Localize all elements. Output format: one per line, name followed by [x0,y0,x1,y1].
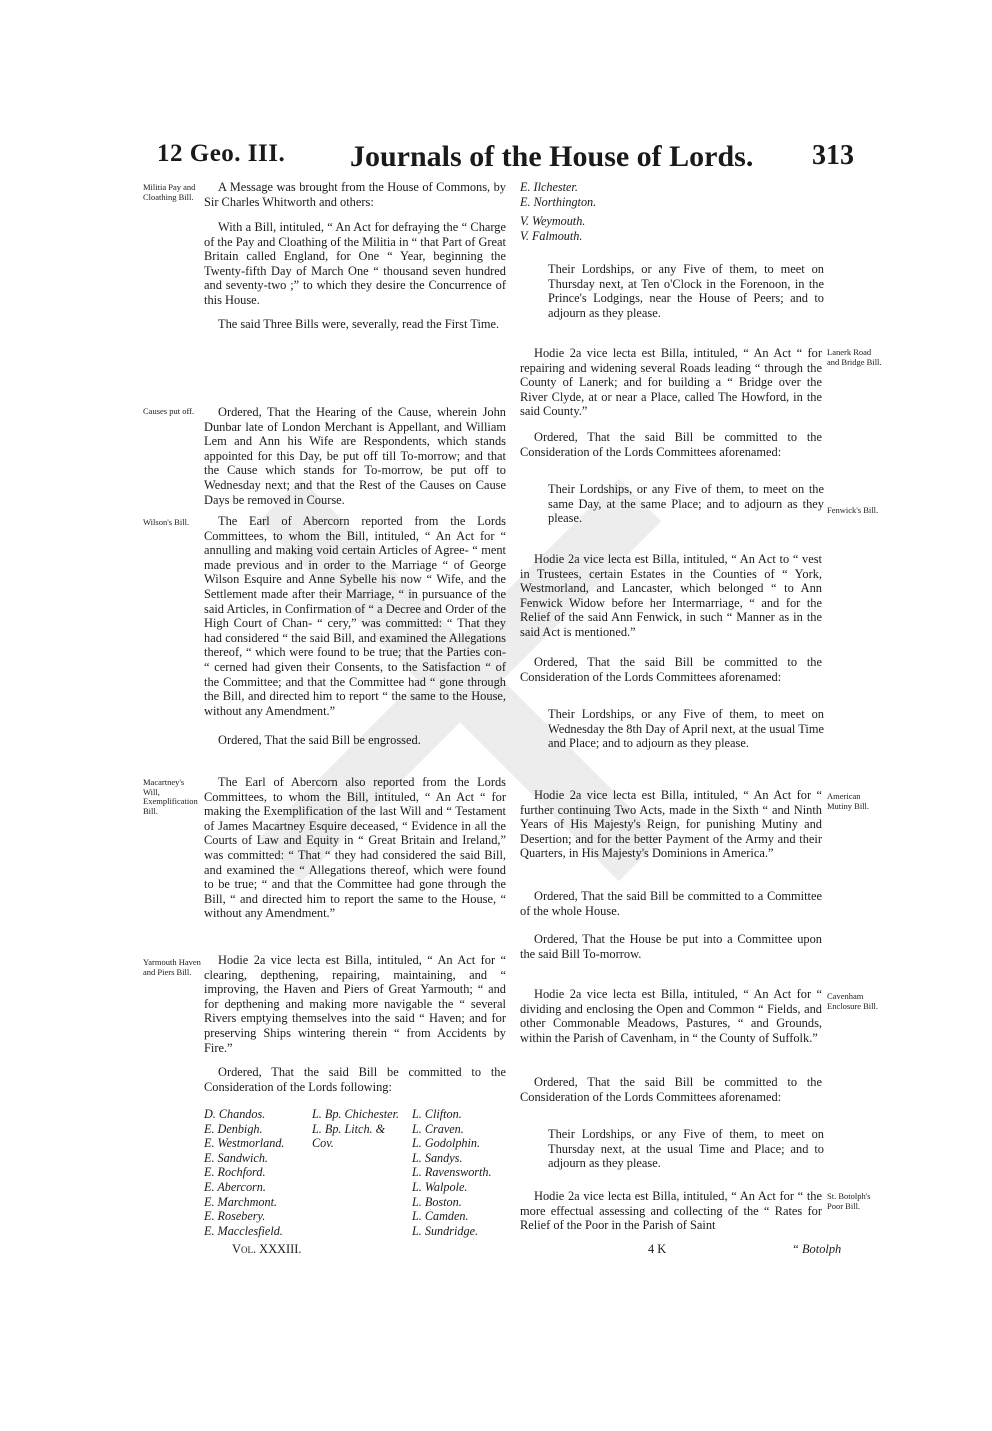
paragraph: Ordered, That the said Bill be committed to the Consideration of the Lords Committees aforenamed: [520,430,822,459]
lord-name: E. Macclesfield. [204,1223,283,1238]
lord-name: D. Chandos. [204,1107,266,1121]
paragraph: Their Lordships, or any Five of them, to meet on Thursday next, at the usual Time and Place; and to adjourn as they please. [548,1127,824,1171]
margin-note-botolph: St. Botolph's Poor Bill. [827,1191,871,1211]
lord-name: L. Sandys. [412,1150,463,1165]
paragraph: The said Three Bills were, severally, read the First Time. [218,317,500,331]
paragraph: Hodie 2a vice lecta est Billa, intituled, “ An Act for “ further continuing Two Acts, made in the Sixth “ and Ninth Years of His Majesty's Reign, for punishing Mutiny and Desertion; and for the better Payment of the Army and their Quarters, in His Majesty's Dominions in America.” [520,788,822,861]
paragraph: Ordered, That the House be put into a Committee upon the said Bill To-morrow. [520,932,822,961]
lord-name: L. Godolphin. [412,1136,481,1151]
lord-name: E. Denbigh. [204,1121,263,1136]
paragraph: Ordered, That the Hearing of the Cause, wherein John Dunbar late of London Merchant is Appellant, and William Lem and Ann his Wife are Respondents, which stands appointed for this Day, be put off till To-morrow; and that the Cause which stands for To-morrow, be put off to Wednesday next; and that the Rest of the Causes on Cause Days be removed in Course. [204,405,506,507]
margin-note-fenwick: Fenwick's Bill. [827,505,879,515]
lord-name: L. Boston. [412,1194,462,1209]
paragraph: Ordered, That the said Bill be committed to the Consideration of the Lords Committees aforenamed: [520,655,822,684]
lord-name: E. Northington. [520,194,597,209]
paragraph: A Message was brought from the House of Commons, by Sir Charles Whitworth and others: [204,180,506,209]
lord-name: E. Sandwich. [204,1150,268,1165]
lord-name: L. Sundridge. [412,1223,479,1238]
lords-list-col2 [312,1107,408,1151]
page-number: 313 [812,140,854,171]
lord-name: E. Westmorland. [204,1136,285,1151]
signature-mark: 4 K [648,1242,667,1256]
lord-name: L. Craven. [412,1121,464,1136]
lord-name: L. Camden. [412,1209,469,1224]
margin-note-macartney: Macartney's Will, Exemplification Bill. [143,777,198,816]
lord-name: L. Bp. Litch. & Cov. [312,1121,386,1151]
margin-note-lanerk: Lanerk Road and Bridge Bill. [827,347,882,367]
paragraph: Their Lordships, or any Five of them, to meet on the same Day, at the same Place; and to adjourn as they please. [548,482,824,526]
margin-note-mutiny: American Mutiny Bill. [827,791,870,811]
lord-name: E. Abercorn. [204,1179,266,1194]
paragraph: With a Bill, intituled, “ An Act for defraying the “ Charge of the Pay and Cloathing of the Militia in “ that Part of Great Britain called England, for One “ Year, beginning the Twenty-fifth Day of March One “ thousand seven hundred and seventy-two ;” to which they desire the Concurrence of this House. [204,220,506,307]
lords-list-top [520,180,596,243]
margin-note-yarmouth: Yarmouth Haven and Piers Bill. [143,957,201,977]
lord-name: E. Rosebery. [204,1209,266,1224]
catchword: “ Botolph [792,1242,842,1256]
paragraph: Hodie 2a vice lecta est Billa, intituled, “ An Act “ for repairing and widening several Roads leading “ through the County of Lanerk; and for building a “ Bridge over the River Clyde, at or near a Place, called The Howford, in the said County.” [520,346,822,419]
page-header-title: Journals of the House of Lords. [350,140,754,173]
lord-name: L. Ravensworth. [412,1165,492,1180]
paragraph: Ordered, That the said Bill be committed to the Consideration of the Lords Committees aforenamed: [520,1075,822,1104]
margin-note-causes: Causes put off. [143,406,195,416]
lords-list-col3 [412,1107,492,1238]
lord-name: E. Marchmont. [204,1194,277,1209]
paragraph: The Earl of Abercorn reported from the Lords Committees, to whom the Bill, intituled, “ An Act for “ annulling and making void certain Articles of Agree- “ ment made previous and in order to the Marriage “ of George Wilson Esquire and Anne Sybelle his now “ Wife, and the Settlement made after their Marriage, “ in pursuance of the said Articles, in Confirmation of “ a Decree and Order of the High Court of Chan- “ cery,” was committed: “ That they had considered “ the said Bill, and examined the Allegations thereof, “ which were found to be true; that the Parties con- “ cerned had given their Consents, to the Satisfaction “ of the Committee; and that the Committee had “ gone through the Bill, and directed him to report “ the same to the House, without any Amendment.” [204,514,506,718]
lord-name: E. Ilchester. [520,180,578,194]
paragraph: Hodie 2a vice lecta est Billa, intituled, “ An Act to “ vest in Trustees, certain Estates in the Counties of “ York, Westmorland, and Lancaster, which belonged “ to Ann Fenwick Widow before her Intermarriage, “ and for the Relief of the said Ann Fenwick, in such “ Manner as in the said Act is mentioned.” [520,552,822,639]
paragraph: Ordered, That the said Bill be engrossed. [218,733,421,747]
paragraph: Hodie 2a vice lecta est Billa, intituled, “ An Act for “ dividing and enclosing the Open and Common “ Fields, and other Commonable Meadows, Pastures, “ and Grounds, within the Parish of Cavenham, in “ the County of Suffolk.” [520,987,822,1045]
paragraph: Hodie 2a vice lecta est Billa, intituled, “ An Act for “ clearing, depthening, repairing, maintaining, and “ improving, the Haven and Piers of Great Yarmouth; “ and for depthening and making more navigable the “ several Rivers emptying themselves into the said “ Haven; and for preserving Ships wintering therein “ from Accidents by Fire.” [204,953,506,1055]
page-header-left: 12 Geo. III. [157,140,286,167]
paragraph: The Earl of Abercorn also reported from the Lords Committees, to whom the Bill, intituled, “ An Act “ for making the Exemplification of the last Will and “ Testament of James Macartney Esquire deceased, “ Evidence in all the Courts of Law and Equity in “ Great Britain and Ireland,” was committed: “ That “ they had considered the said Bill, and examined the “ Allegations thereof, which were found to be true; “ and that the Committee had gone through the Bill, “ and directed him to report the same to the House, “ without any Amendment.” [204,775,506,921]
volume-footer: Vol. XXXIII. [232,1242,302,1256]
paragraph: Hodie 2a vice lecta est Billa, intituled, “ An Act for “ the more effectual assessing and collecting of the “ Rates for Relief of the Poor in the Parish of Saint [520,1189,822,1233]
margin-note-cavenham: Cavenham Enclosure Bill. [827,991,878,1011]
margin-note-militia: Militia Pay and Cloathing Bill. [143,182,196,202]
paragraph: Their Lordships, or any Five of them, to meet on Thursday next, at Ten o'Clock in the Forenoon, in the Prince's Lodgings, near the House of Peers; and to adjourn as they please. [548,262,824,320]
lord-name: L. Bp. Chichester. [312,1107,400,1121]
lord-name: V. Falmouth. [520,228,583,243]
lord-name: V. Weymouth. [520,214,586,229]
paragraph: Their Lordships, or any Five of them, to meet on Wednesday the 8th Day of April next, at the usual Time and Place; and to adjourn as they please. [548,707,824,751]
lords-list-col1 [204,1107,284,1238]
margin-note-wilson: Wilson's Bill. [143,517,190,527]
paragraph: Ordered, That the said Bill be committed to the Consideration of the Lords following: [204,1065,506,1094]
lord-name: L. Walpole. [412,1179,468,1194]
lord-name: E. Rochford. [204,1165,266,1180]
lord-name: L. Clifton. [412,1107,462,1121]
paragraph: Ordered, That the said Bill be committed to a Committee of the whole House. [520,889,822,918]
